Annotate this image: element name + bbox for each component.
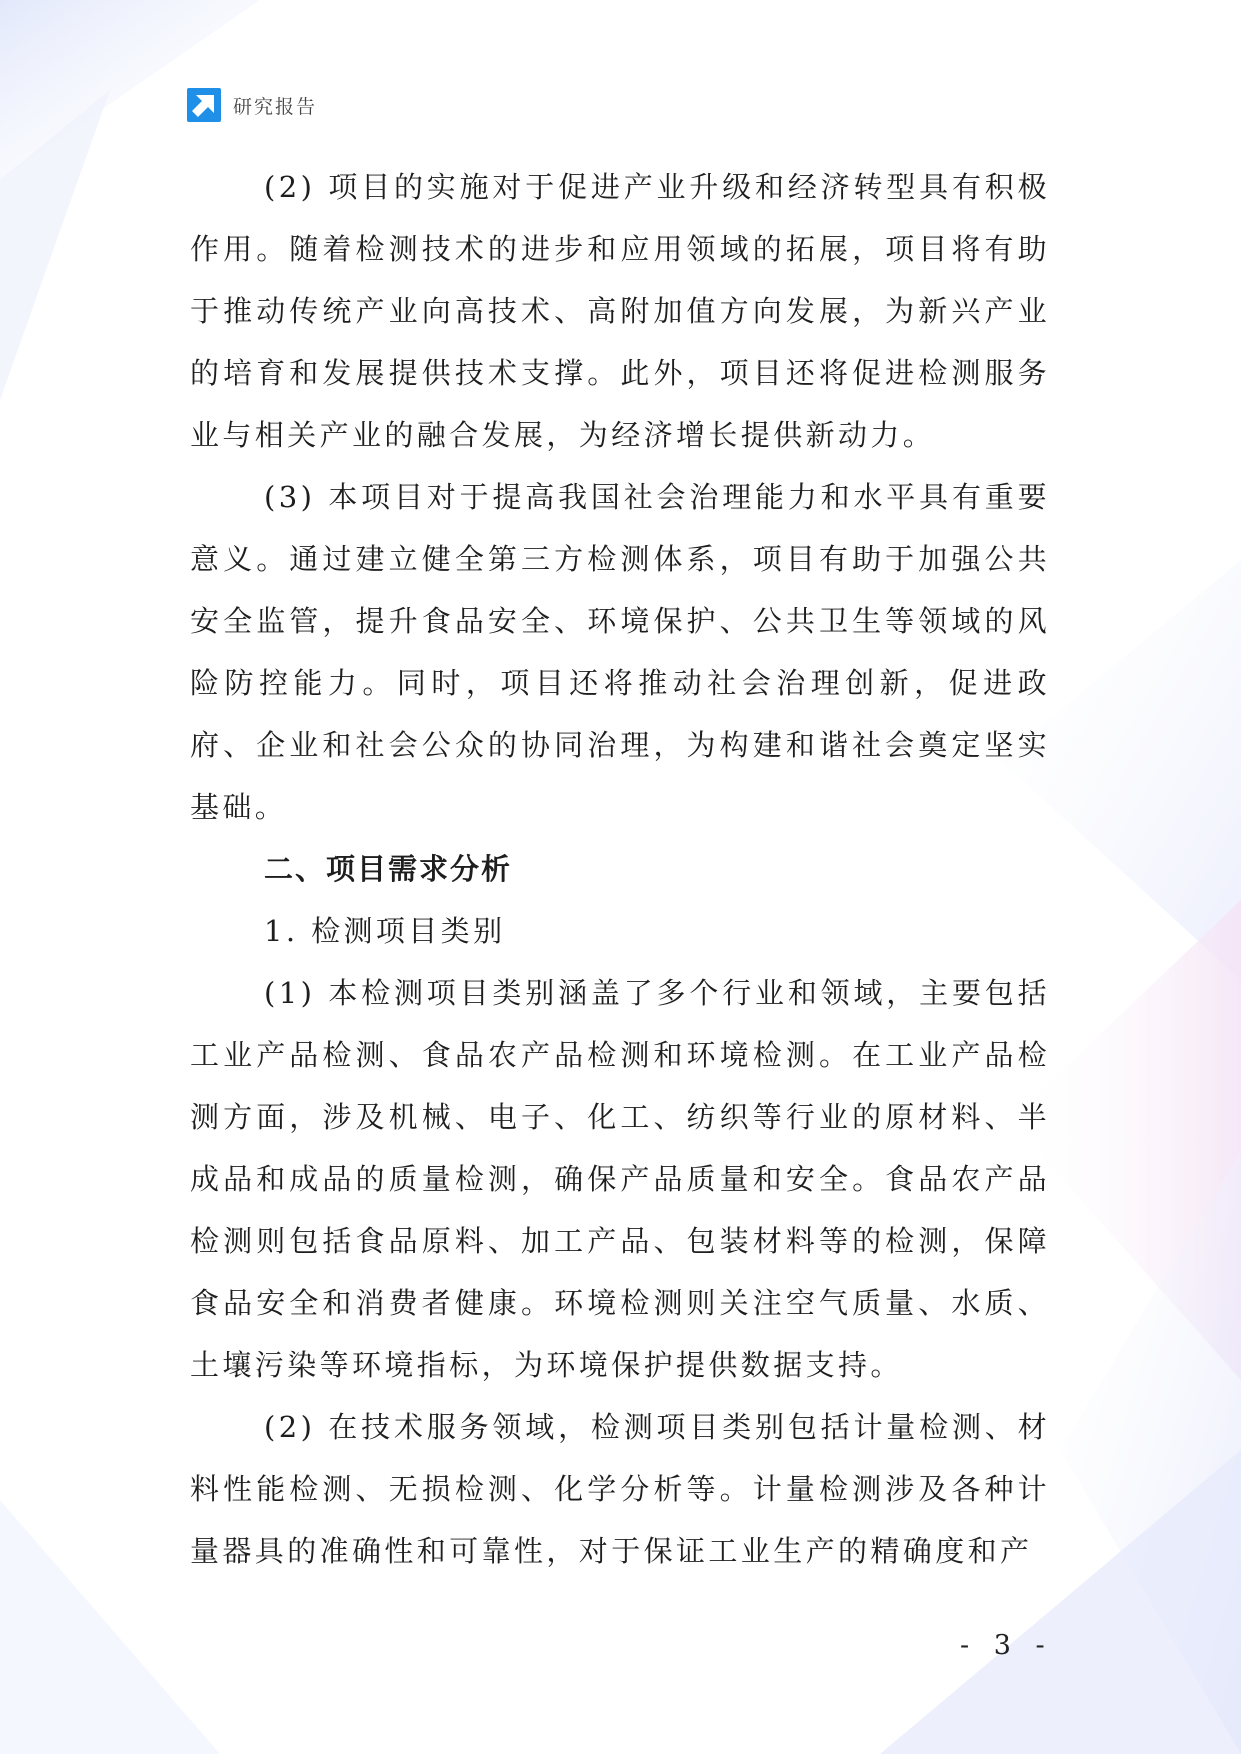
paragraph: (3) 本项目对于提高我国社会治理能力和水平具有重要意义。通过建立健全第三方检测体系，项目有助于加强公共安全监管，提升食品安全、环境保护、公共卫生等领域的风险防控能力。同时，项目还将推动社会治理创新，促进政府、企业和社会公众的协同治理，为构建和谐社会奠定坚实基础。: [190, 480, 1050, 824]
document-body: [190, 156, 1050, 1582]
arrow-up-right-icon: [187, 88, 221, 122]
paragraph: (2) 在技术服务领域，检测项目类别包括计量检测、材料性能检测、无损检测、化学分析等。计量检测涉及各种计量器具的准确性和可靠性，对于保证工业生产的精确度和产: [190, 1410, 1050, 1568]
paragraph: (1) 本检测项目类别涵盖了多个行业和领域，主要包括工业产品检测、食品农产品检测和环境检测。在工业产品检测方面，涉及机械、电子、化工、纺织等行业的原材料、半成品和成品的质量检测，确保产品质量和安全。食品农产品检测则包括食品原料、加工产品、包装材料等的检测，保障食品安全和消费者健康。环境检测则关注空气质量、水质、土壤污染等环境指标，为环境保护提供数据支持。: [190, 976, 1050, 1382]
section-heading: 二、项目需求分析: [264, 852, 513, 886]
page-number: - 3 -: [960, 1630, 1053, 1661]
paragraph: (2) 项目的实施对于促进产业升级和经济转型具有积极作用。随着检测技术的进步和应用领域的拓展，项目将有助于推动传统产业向高技术、高附加值方向发展，为新兴产业的培育和发展提供技术支撑。此外，项目还将促进检测服务业与相关产业的融合发展，为经济增长提供新动力。: [190, 170, 1050, 452]
header-title: 研究报告: [233, 95, 318, 118]
report-header: [187, 88, 317, 122]
subsection-heading: 1. 检测项目类别: [264, 914, 506, 948]
